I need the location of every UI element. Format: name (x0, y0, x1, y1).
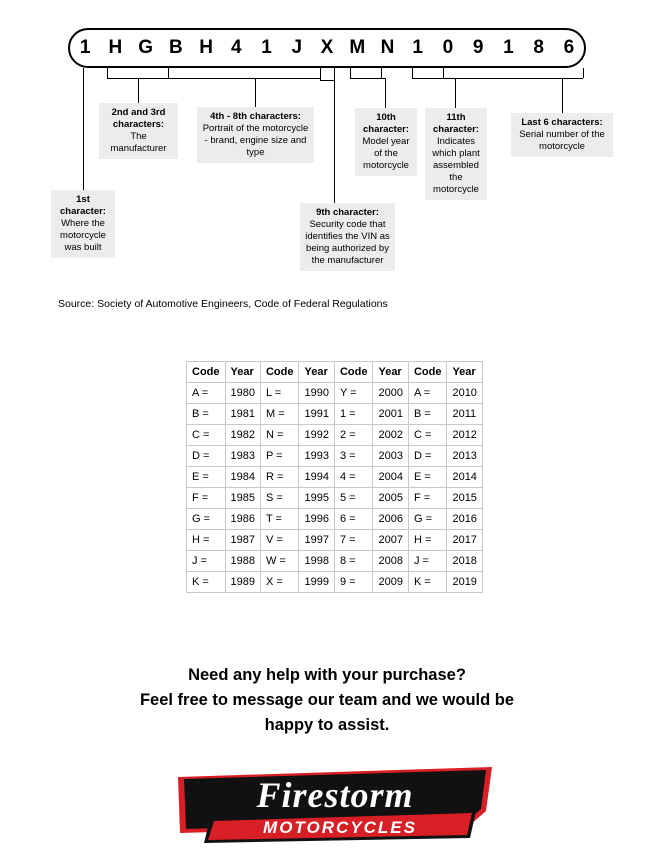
callout-body: The manufacturer (110, 131, 167, 154)
cell-code: D = (187, 446, 226, 467)
cell-year: 1992 (299, 425, 334, 446)
help-line-2: Feel free to message our team and we would be (139, 691, 515, 709)
table-row (187, 530, 483, 551)
column-header: Year (373, 362, 408, 383)
cell-code: F = (187, 488, 226, 509)
cell-year: 2015 (447, 488, 482, 509)
callout-body: Where the motorcycle was built (60, 218, 106, 253)
cell-year: 1987 (225, 530, 260, 551)
cell-year: 2010 (447, 383, 482, 404)
vin-char: 8 (533, 37, 544, 58)
table-row (187, 551, 483, 572)
bracket-tick (583, 68, 584, 78)
callout-title: 9th character: (316, 207, 379, 218)
cell-code: F = (408, 488, 447, 509)
cell-year: 2000 (373, 383, 408, 404)
cell-code: V = (260, 530, 299, 551)
leader-line (455, 78, 456, 108)
cell-code: B = (408, 404, 447, 425)
help-line-1: Need any help with your purchase? (188, 666, 466, 684)
cell-year: 1983 (225, 446, 260, 467)
cell-year: 2005 (373, 488, 408, 509)
leader-line (83, 80, 84, 190)
table-row (187, 404, 483, 425)
cell-code: N = (260, 425, 299, 446)
vin-char: X (320, 37, 334, 58)
column-header: Code (334, 362, 373, 383)
svg-text:MOTORCYCLES: MOTORCYCLES (263, 818, 417, 837)
cell-year: 1990 (299, 383, 334, 404)
callout-second-third-characters (99, 103, 178, 159)
cell-year: 2009 (373, 572, 408, 593)
cell-code: L = (260, 383, 299, 404)
vin-character-bar (68, 28, 586, 68)
source-note: Source: Society of Automotive Engineers, Code of Federal Regulations (58, 298, 388, 310)
cell-code: E = (187, 467, 226, 488)
vin-char: 1 (503, 37, 514, 58)
help-line-3: happy to assist. (264, 716, 390, 734)
cell-year: 2008 (373, 551, 408, 572)
cell-code: E = (408, 467, 447, 488)
cell-code: T = (260, 509, 299, 530)
cell-year: 2019 (447, 572, 482, 593)
cell-year: 1999 (299, 572, 334, 593)
table-row (187, 425, 483, 446)
cell-year: 2004 (373, 467, 408, 488)
vin-char: 0 (442, 37, 454, 58)
cell-code: R = (260, 467, 299, 488)
leader-line (385, 78, 386, 108)
vin-char: 4 (231, 37, 242, 58)
cell-code: G = (408, 509, 447, 530)
cell-code: J = (187, 551, 226, 572)
callout-eleventh-character (425, 108, 487, 200)
bracket-tick (412, 68, 413, 78)
callout-ninth-character (300, 203, 395, 271)
cell-year: 1996 (299, 509, 334, 530)
bracket-span (320, 80, 335, 81)
cell-code: G = (187, 509, 226, 530)
table-row (187, 383, 483, 404)
cell-year: 1988 (225, 551, 260, 572)
column-header: Code (260, 362, 299, 383)
table-row (187, 446, 483, 467)
callout-body: Indicates which plant assembled the motorcycle (432, 136, 480, 195)
cell-code: B = (187, 404, 226, 425)
cell-code: D = (408, 446, 447, 467)
column-header: Year (225, 362, 260, 383)
cell-year: 2007 (373, 530, 408, 551)
cell-year: 1995 (299, 488, 334, 509)
cell-year: 1989 (225, 572, 260, 593)
callout-fourth-eighth-characters (197, 107, 314, 163)
cell-year: 1980 (225, 383, 260, 404)
column-header: Code (408, 362, 447, 383)
cell-code: K = (187, 572, 226, 593)
cell-year: 2018 (447, 551, 482, 572)
cell-code: H = (408, 530, 447, 551)
cell-code: A = (408, 383, 447, 404)
column-header: Year (299, 362, 334, 383)
column-header: Code (187, 362, 226, 383)
callout-title: 1st character: (60, 194, 106, 217)
cell-year: 1993 (299, 446, 334, 467)
cell-code: 8 = (334, 551, 373, 572)
cell-year: 1991 (299, 404, 334, 425)
cell-code: Y = (334, 383, 373, 404)
cell-code: 5 = (334, 488, 373, 509)
cell-code: 9 = (334, 572, 373, 593)
firestorm-motorcycles-logo (170, 763, 500, 845)
vin-char: H (199, 37, 213, 58)
vin-char: J (291, 37, 303, 58)
bracket-span (366, 78, 386, 79)
table-row (187, 572, 483, 593)
cell-year: 2011 (447, 404, 482, 425)
cell-code: S = (260, 488, 299, 509)
help-message (0, 663, 654, 738)
cell-year: 1982 (225, 425, 260, 446)
callout-last-six-characters (511, 113, 613, 157)
callout-title: Last 6 characters: (521, 117, 603, 128)
cell-code: 1 = (334, 404, 373, 425)
vin-char: 1 (79, 37, 91, 58)
cell-year: 2002 (373, 425, 408, 446)
cell-code: 4 = (334, 467, 373, 488)
cell-year: 1998 (299, 551, 334, 572)
bracket-tick (443, 68, 444, 78)
column-header: Year (447, 362, 482, 383)
vin-char: G (138, 37, 153, 58)
cell-year: 1994 (299, 467, 334, 488)
bracket-tick (168, 68, 169, 78)
vin-diagram (0, 0, 654, 300)
leader-line (320, 68, 321, 80)
cell-year: 1981 (225, 404, 260, 425)
bracket-tick (381, 68, 382, 78)
cell-year: 1985 (225, 488, 260, 509)
callout-body: Model year of the motorcycle (362, 136, 410, 171)
cell-code: C = (187, 425, 226, 446)
cell-year: 2003 (373, 446, 408, 467)
vin-char: M (349, 37, 366, 58)
svg-text:Firestorm: Firestorm (256, 775, 414, 815)
callout-tenth-character (355, 108, 417, 176)
leader-line (83, 68, 84, 80)
cell-year: 1984 (225, 467, 260, 488)
leader-line (138, 78, 139, 103)
table-header-row (187, 362, 483, 383)
table-row (187, 488, 483, 509)
cell-year: 2006 (373, 509, 408, 530)
cell-code: 6 = (334, 509, 373, 530)
table-row (187, 467, 483, 488)
callout-title: 4th - 8th characters: (210, 111, 301, 122)
vin-char: 9 (472, 37, 484, 58)
callout-body: Security code that identifies the VIN as being authorized by the manufacturer (305, 219, 390, 266)
callout-first-character (51, 190, 115, 258)
callout-title: 10th character: (363, 112, 409, 135)
cell-year: 1986 (225, 509, 260, 530)
callout-body: Serial number of the motorcycle (519, 129, 605, 152)
cell-code: K = (408, 572, 447, 593)
leader-line (255, 78, 256, 107)
bracket-span (168, 78, 320, 79)
cell-year: 2016 (447, 509, 482, 530)
cell-code: A = (187, 383, 226, 404)
callout-body: Portrait of the motorcycle - brand, engine size and type (202, 123, 309, 158)
cell-code: J = (408, 551, 447, 572)
cell-year: 2014 (447, 467, 482, 488)
cell-code: X = (260, 572, 299, 593)
callout-title: 2nd and 3rd characters: (111, 107, 166, 130)
cell-year: 1997 (299, 530, 334, 551)
vin-char: 6 (563, 37, 575, 58)
bracket-tick (107, 68, 108, 78)
vin-char: N (380, 37, 395, 58)
cell-code: C = (408, 425, 447, 446)
vin-char: 1 (412, 37, 423, 58)
cell-code: M = (260, 404, 299, 425)
bracket-tick (350, 68, 351, 78)
cell-code: 7 = (334, 530, 373, 551)
vin-char: 1 (261, 37, 272, 58)
cell-year: 2017 (447, 530, 482, 551)
cell-year: 2013 (447, 446, 482, 467)
vin-char: H (108, 37, 123, 58)
cell-year: 2012 (447, 425, 482, 446)
cell-code: H = (187, 530, 226, 551)
callout-title: 11th character: (433, 112, 479, 135)
cell-code: 2 = (334, 425, 373, 446)
cell-code: P = (260, 446, 299, 467)
cell-code: 3 = (334, 446, 373, 467)
year-code-table (186, 361, 483, 593)
cell-year: 2001 (373, 404, 408, 425)
leader-line (562, 78, 563, 113)
vin-char: B (168, 37, 183, 58)
cell-code: W = (260, 551, 299, 572)
leader-line (334, 68, 335, 203)
table-row (187, 509, 483, 530)
